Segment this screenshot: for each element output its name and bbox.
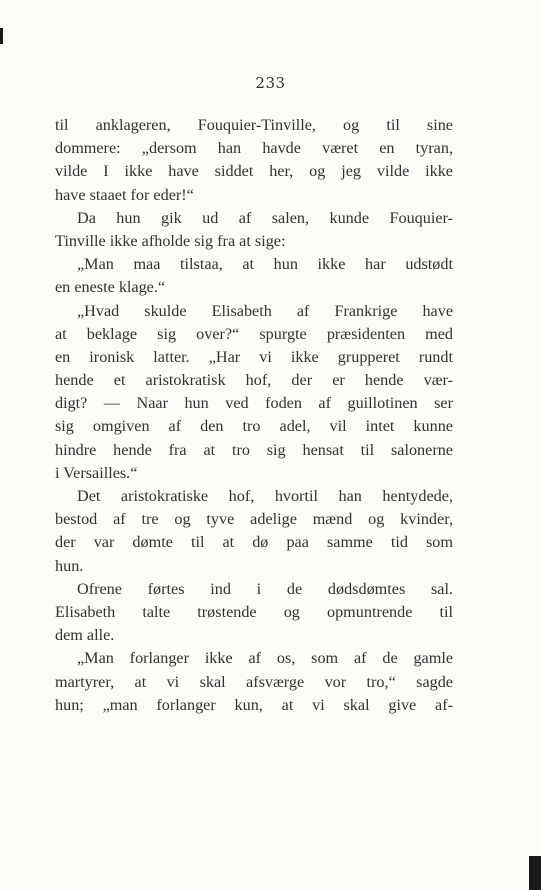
text-line: en eneste klage.“: [55, 278, 166, 297]
text-line: at beklage sig over?“ spurgte præsidenten med: [55, 324, 453, 343]
text-line: „Hvad skulde Elisabeth af Frankrige have: [77, 301, 453, 320]
text-line: have staaet for eder!“: [55, 185, 194, 204]
text-line: i Versailles.“: [55, 463, 138, 482]
text-line: „Man maa tilstaa, at hun ikke har udstødt: [77, 255, 453, 274]
text-line: hun; „man forlanger kun, at vi skal give af-: [55, 695, 453, 714]
scan-edge-mark-bottom: [529, 856, 541, 890]
text-line: „Man forlanger ikke af os, som af de gamle: [77, 649, 453, 668]
body-text: [55, 114, 453, 717]
page-number: 233: [255, 74, 286, 92]
text-line: hindre hende fra at tro sig hensat til salonerne: [55, 440, 453, 459]
scan-edge-mark-top: [0, 28, 3, 44]
text-line: Elisabeth talte trøstende og opmuntrende til: [55, 602, 453, 621]
text-line: vilde I ikke have siddet her, og jeg vilde ikke: [55, 162, 453, 181]
text-line: dem alle.: [55, 626, 115, 645]
text-line: bestod af tre og tyve adelige mænd og kvinder,: [55, 510, 453, 529]
text-line: hende et aristokratisk hof, der er hende vær-: [55, 371, 453, 390]
text-line: der var dømte til at dø paa samme tid som: [55, 533, 453, 552]
text-line: digt? — Naar hun ved foden af guillotinen ser: [55, 394, 453, 413]
text-line: Tinville ikke afholde sig fra at sige:: [55, 231, 286, 250]
text-line: hun.: [55, 556, 84, 575]
text-line: Det aristokratiske hof, hvortil han hentydede,: [77, 487, 453, 505]
text-line: sig omgiven af den tro adel, vil intet kunne: [55, 417, 453, 436]
text-line: Da hun gik ud af salen, kunde Fouquier-: [77, 208, 453, 227]
text-line: dommere: „dersom han havde været en tyran,: [55, 139, 453, 158]
text-line: til anklageren, Fouquier-Tinville, og til sine: [55, 116, 453, 134]
text-line: Ofrene førtes ind i de dødsdømtes sal.: [77, 579, 453, 598]
text-line: martyrer, at vi skal afsværge vor tro,“ sagde: [55, 672, 453, 691]
text-line: en ironisk latter. „Har vi ikke grupperet rundt: [55, 347, 453, 366]
